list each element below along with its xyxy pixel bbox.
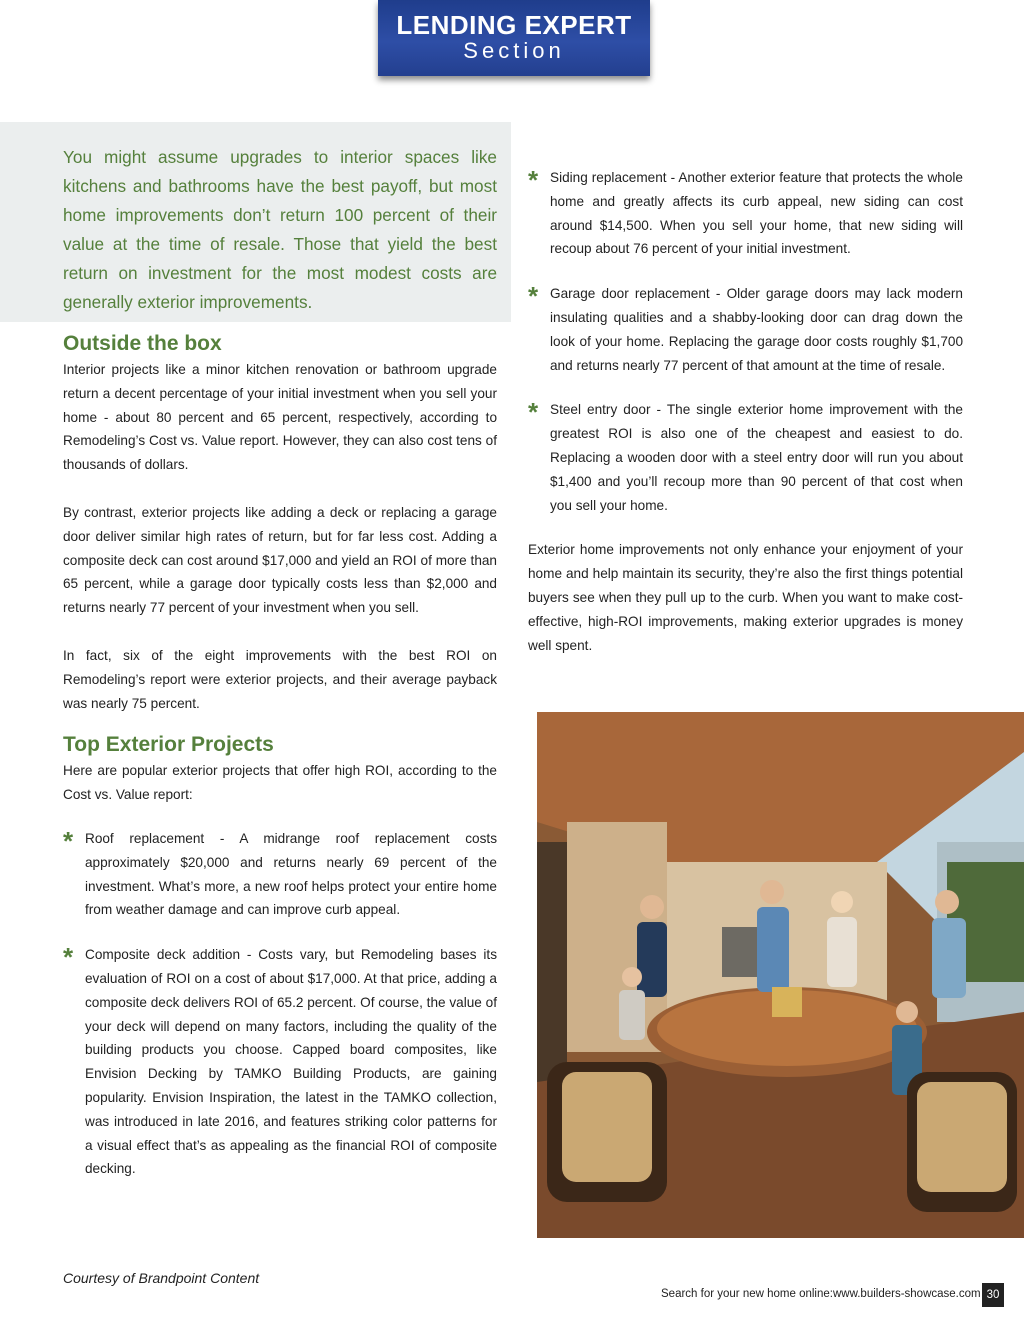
project-item-text: Composite deck addition - Costs vary, but Remodeling bases its evaluation of ROI on a cost of about $17,000. At that price, adding a composite deck delivers ROI of 65.2 percent. Of course, the value of your deck will depend on many factors, including the quality of the building products you choose. Capped board composites, like Envision Decking by TAMKO Building Products, are gaining popularity. Envision Inspiration, the latest in the TAMKO collection, was introduced in late 2016, and features striking color patterns for a visual effect that’s as appealing as the financial ROI of composite decking. [85,947,497,1177]
asterisk-icon: * [528,281,539,312]
project-item-text: Siding replacement - Another exterior feature that protects the whole home and greatly affects its curb appeal, new siding can cost around $14,500. When you sell your home, that new siding will recoup about 76 percent of your initial investment. [550,170,963,257]
left-column [63,330,497,1181]
project-item-text: Garage door replacement - Older garage doors may lack modern insulating qualities and a shabby-looking door can drag down the look of your home. Replacing the garage door costs roughly $1,700 and returns nearly 77 percent of that amount at the time of resale. [550,286,963,373]
project-item-text: Roof replacement - A midrange roof replacement costs approximately $20,000 and returns nearly 69 percent of the investment. What’s more, a new roof helps protect your entire home from weather damage and can improve curb appeal. [85,830,497,918]
asterisk-icon: * [63,825,74,856]
project-item-steel-door [528,398,963,517]
asterisk-icon: * [528,165,539,195]
outside-paragraph-1: Interior projects like a minor kitchen renovation or bathroom upgrade return a decent percentage of your initial investment when you sell your home - about 80 percent and 65 percent, respectively, according to Remodeling’s Cost vs. Value report. However, they can also cost tens of thousands of dollars. [63,362,497,473]
closing-paragraph: Exterior home improvements not only enhance your enjoyment of your home and help maintain its security, they’re also the first things potential buyers see when they pull up to the curb. When you want to make cost-effective, high-ROI improvements, making exterior upgrades is money well spent. [528,542,963,653]
outside-paragraph-3: In fact, six of the eight improvements with the best ROI on Remodeling’s report were exterior projects, and their average payback was nearly 75 percent. [63,647,497,711]
banner-subtitle: Section [463,38,565,63]
project-item-siding [528,166,963,261]
outside-heading: Outside the box [63,332,222,355]
banner-title: LENDING EXPERT [396,10,632,40]
asterisk-icon: * [528,397,539,428]
content-credit: Courtesy of Brandpoint Content [63,1270,260,1286]
family-patio-photo [537,712,1024,1238]
right-column [528,166,963,657]
project-item-deck [63,943,497,1181]
outside-paragraph-2: By contrast, exterior projects like adding a deck or replacing a garage door deliver similar high rates of return, but for far less cost. Adding a composite deck can cost around $17,000 and yield an ROI of more than 65 percent, while a garage door typically costs less than $2,000 and returns nearly 77 percent of your investment when you sell. [63,504,497,616]
page-number: 30 [982,1283,1004,1307]
project-item-roof [63,827,497,922]
project-item-text: Steel entry door - The single exterior home improvement with the greatest ROI is also one of the cheapest and easiest to do. Replacing a wooden door with a steel entry door will run you about $1,400 and you’ll recoup more than 90 percent of that cost when you sell your home. [550,402,963,513]
top-projects-heading: Top Exterior Projects [63,733,274,757]
project-item-garage [528,282,963,377]
top-projects-intro: Here are popular exterior projects that offer high ROI, according to the Cost vs. Value report: [63,763,497,803]
intro-text: You might assume upgrades to interior spaces like kitchens and bathrooms have the best payoff, but most home improvements don’t return 100 percent of their value at the time of resale. Those that yield the best return on investment for the most modest costs are generally exterior improvements. [63,147,497,312]
asterisk-icon: * [63,942,74,973]
footer-search-text: Search for your new home online:www.builders-showcase.com [661,1288,981,1300]
section-banner [378,0,650,76]
